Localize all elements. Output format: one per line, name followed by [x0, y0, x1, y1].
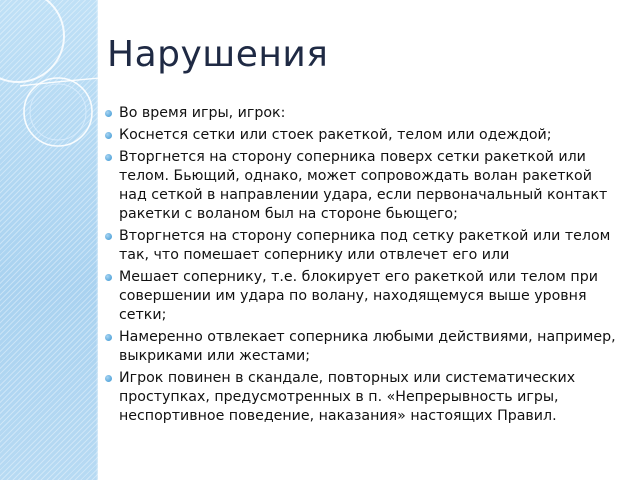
bullet-icon [105, 274, 112, 281]
bullet-text: Вторгнется на сторону соперника под сетку ракеткой или телом так, что помешает сопернику или отвлечет его или [119, 228, 611, 263]
bullet-text: Коснется сетки или стоек ракеткой, телом или одеждой; [119, 127, 552, 143]
bullet-icon [105, 233, 112, 240]
bullet-icon [105, 334, 112, 341]
deco-circle-medium-inner [30, 84, 86, 140]
bullet-text: Во время игры, игрок: [119, 105, 286, 121]
bullet-item [104, 328, 620, 366]
bullet-item [104, 148, 620, 224]
bullet-item [104, 227, 620, 265]
deco-circle-large [0, 0, 64, 82]
bullet-icon [105, 154, 112, 161]
bullet-item [104, 369, 620, 426]
bullet-item [104, 268, 620, 325]
slide-title: Нарушения [107, 34, 329, 75]
bullet-text: Вторгнется на сторону соперника поверх сетки ракеткой или телом. Бьющий, однако, может сопровождать волан ракеткой над сеткой в направлении удара, если первоначальный контакт ракетки с воланом был на стороне бьющего; [119, 149, 608, 222]
bullet-icon [105, 132, 112, 139]
bullet-text: Мешает сопернику, т.е. блокирует его ракеткой или телом при совершении им удара по волану, находящемуся выше уровня сетки; [119, 269, 598, 323]
bullet-item [104, 104, 620, 123]
bullet-item [104, 126, 620, 145]
bullet-text: Игрок повинен в скандале, повторных или систематических проступках, предусмотренных в п. «Непрерывность игры, неспортивное поведение, наказания» настоящих Правил. [119, 370, 576, 424]
bullet-list [104, 104, 620, 429]
bullet-text: Намеренно отвлекает соперника любыми действиями, например, выкриками или жестами; [119, 329, 616, 364]
bullet-icon [105, 375, 112, 382]
deco-circle-medium [24, 78, 92, 146]
bullet-icon [105, 110, 112, 117]
